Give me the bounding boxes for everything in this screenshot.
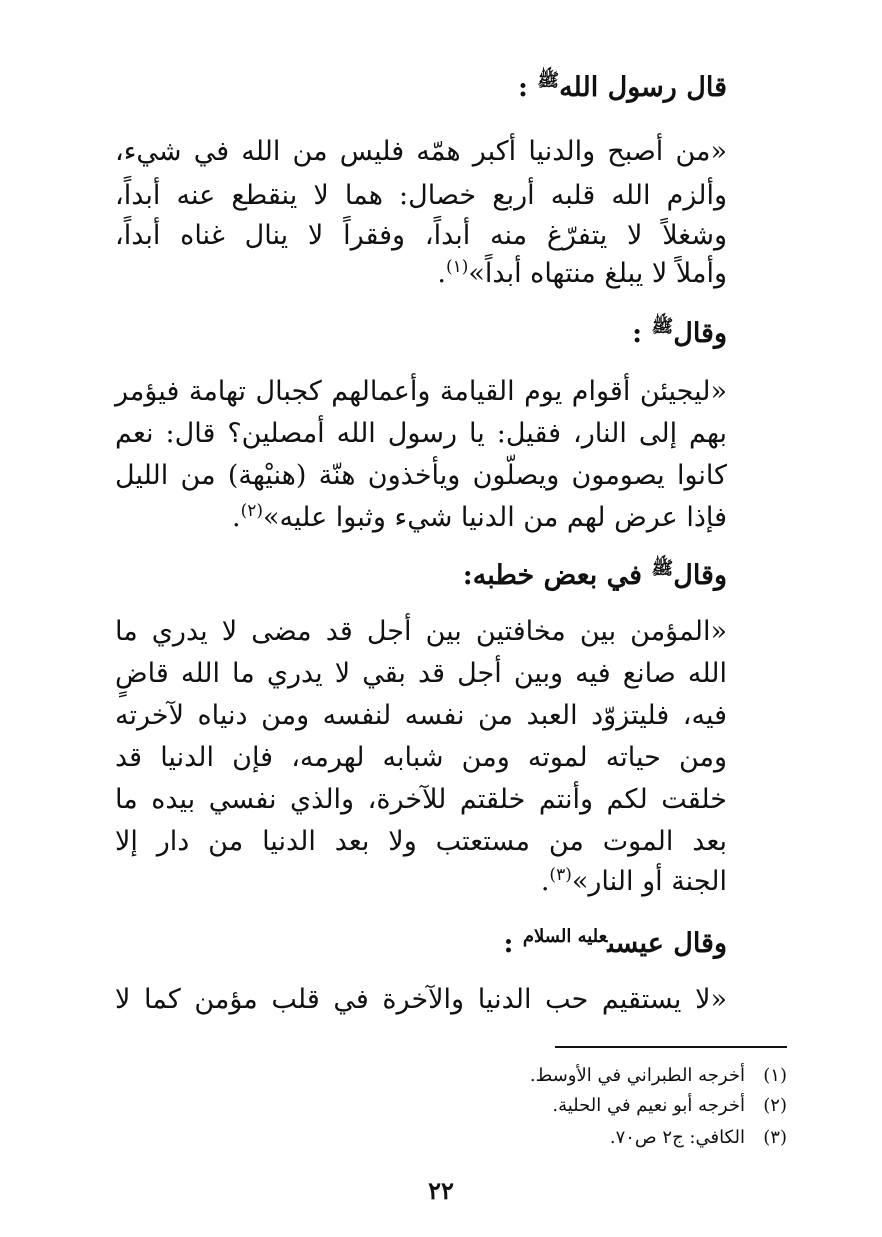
intro-line-3 bbox=[463, 558, 727, 594]
footnote-ref-3: (٣) bbox=[549, 865, 572, 885]
quote1-line-2: وألزم الله قلبه أربع خصال: هما لا ينقطع عنه أبداً، bbox=[115, 180, 727, 211]
quote3-line-2: الله صانع فيه وبين أجل قد بقي لا يدري ما الله قاضٍ bbox=[115, 658, 727, 689]
footnote-ref-2: (٢) bbox=[240, 501, 263, 521]
footnote-ref-1: (١) bbox=[445, 257, 469, 277]
honorific-glyph: ﷺ bbox=[537, 70, 560, 91]
quote2-text-end: فإذا عرض لهم من الدنيا شيء وثبوا عليه» bbox=[263, 502, 727, 533]
quote3-line-5: خلقت لكم وأنتم خلقتم للآخرة، والذي نفسي بيده ما bbox=[115, 784, 727, 815]
honorific-glyph: عليه السلام bbox=[522, 926, 608, 947]
intro-line-1 bbox=[518, 70, 727, 106]
footnote-number: (١) bbox=[763, 1065, 787, 1086]
quote2-line-1: «ليجيئن أقوام يوم القيامة وأعمالهم كجبال تهامة فيؤمر bbox=[115, 376, 727, 407]
quote3-line-4: ومن حياته لموته ومن شبابه لهرمه، فإن الدنيا قد bbox=[115, 742, 727, 773]
period: . bbox=[437, 258, 446, 289]
quote2-line-2: بهم إلى النار، فقيل: يا رسول الله أمصلين؟ قال: نعم bbox=[115, 418, 727, 449]
intro-colon: : bbox=[503, 928, 514, 959]
honorific-glyph: ﷺ bbox=[651, 316, 674, 337]
intro-text: وقال bbox=[673, 560, 727, 591]
honorific-glyph: ﷺ bbox=[651, 558, 674, 579]
footnote-1 bbox=[530, 1064, 787, 1088]
quote1-line-3: وشغلاً لا يتفرّغ منه أبداً، وفقراً لا ينال غناه أبداً، bbox=[115, 220, 727, 251]
quote3-line-3: فيه، فليتزوّد العبد من نفسه لنفسه ومن دنياه لآخرته bbox=[115, 700, 727, 731]
footnote-text: أخرجه أبو نعيم في الحلية. bbox=[552, 1095, 745, 1116]
quote2-line-3: كانوا يصومون ويصلّون ويأخذون هنّة (هنيْهة) من الليل bbox=[115, 460, 727, 491]
quote3-line-7 bbox=[541, 864, 727, 900]
intro-text: وقال عيسى bbox=[607, 928, 727, 959]
intro-text: قال رسول الله bbox=[559, 72, 727, 103]
quote1-line-1: «من أصبح والدنيا أكبر همّه فليس من الله في شيء، bbox=[115, 136, 727, 167]
period: . bbox=[231, 502, 241, 533]
quote1-text-end: وأملاً لا يبلغ منتهاه أبداً» bbox=[468, 258, 727, 289]
intro-colon: : bbox=[632, 318, 643, 349]
intro-colon: : bbox=[517, 72, 528, 103]
quote4-line-1: «لا يستقيم حب الدنيا والآخرة في قلب مؤمن كما لا bbox=[115, 984, 727, 1015]
quote2-line-4 bbox=[232, 500, 727, 536]
intro-line-4 bbox=[504, 926, 727, 962]
footnote-number: (٣) bbox=[763, 1127, 787, 1148]
quote3-text-end: الجنة أو النار» bbox=[571, 866, 727, 897]
period: . bbox=[540, 866, 550, 897]
quote3-line-1: «المؤمن بين مخافتين بين أجل قد مضى لا يدري ما bbox=[115, 616, 727, 647]
footnote-2 bbox=[552, 1094, 787, 1118]
intro-line-2 bbox=[632, 316, 727, 352]
intro-text: وقال bbox=[673, 318, 727, 349]
intro-suffix: في بعض خطبه: bbox=[462, 560, 643, 591]
footnote-text: الكافي: ج٢ ص٧٠. bbox=[609, 1127, 745, 1148]
quote3-line-6: بعد الموت من مستعتب ولا بعد الدنيا من دار إلا bbox=[115, 826, 727, 857]
footnote-text: أخرجه الطبراني في الأوسط. bbox=[529, 1065, 745, 1086]
page-number: ٢٢ bbox=[428, 1176, 454, 1205]
footnote-3 bbox=[610, 1126, 787, 1150]
footnote-number: (٢) bbox=[763, 1095, 787, 1116]
footnote-separator bbox=[555, 1046, 787, 1048]
quote1-line-4 bbox=[437, 256, 727, 292]
